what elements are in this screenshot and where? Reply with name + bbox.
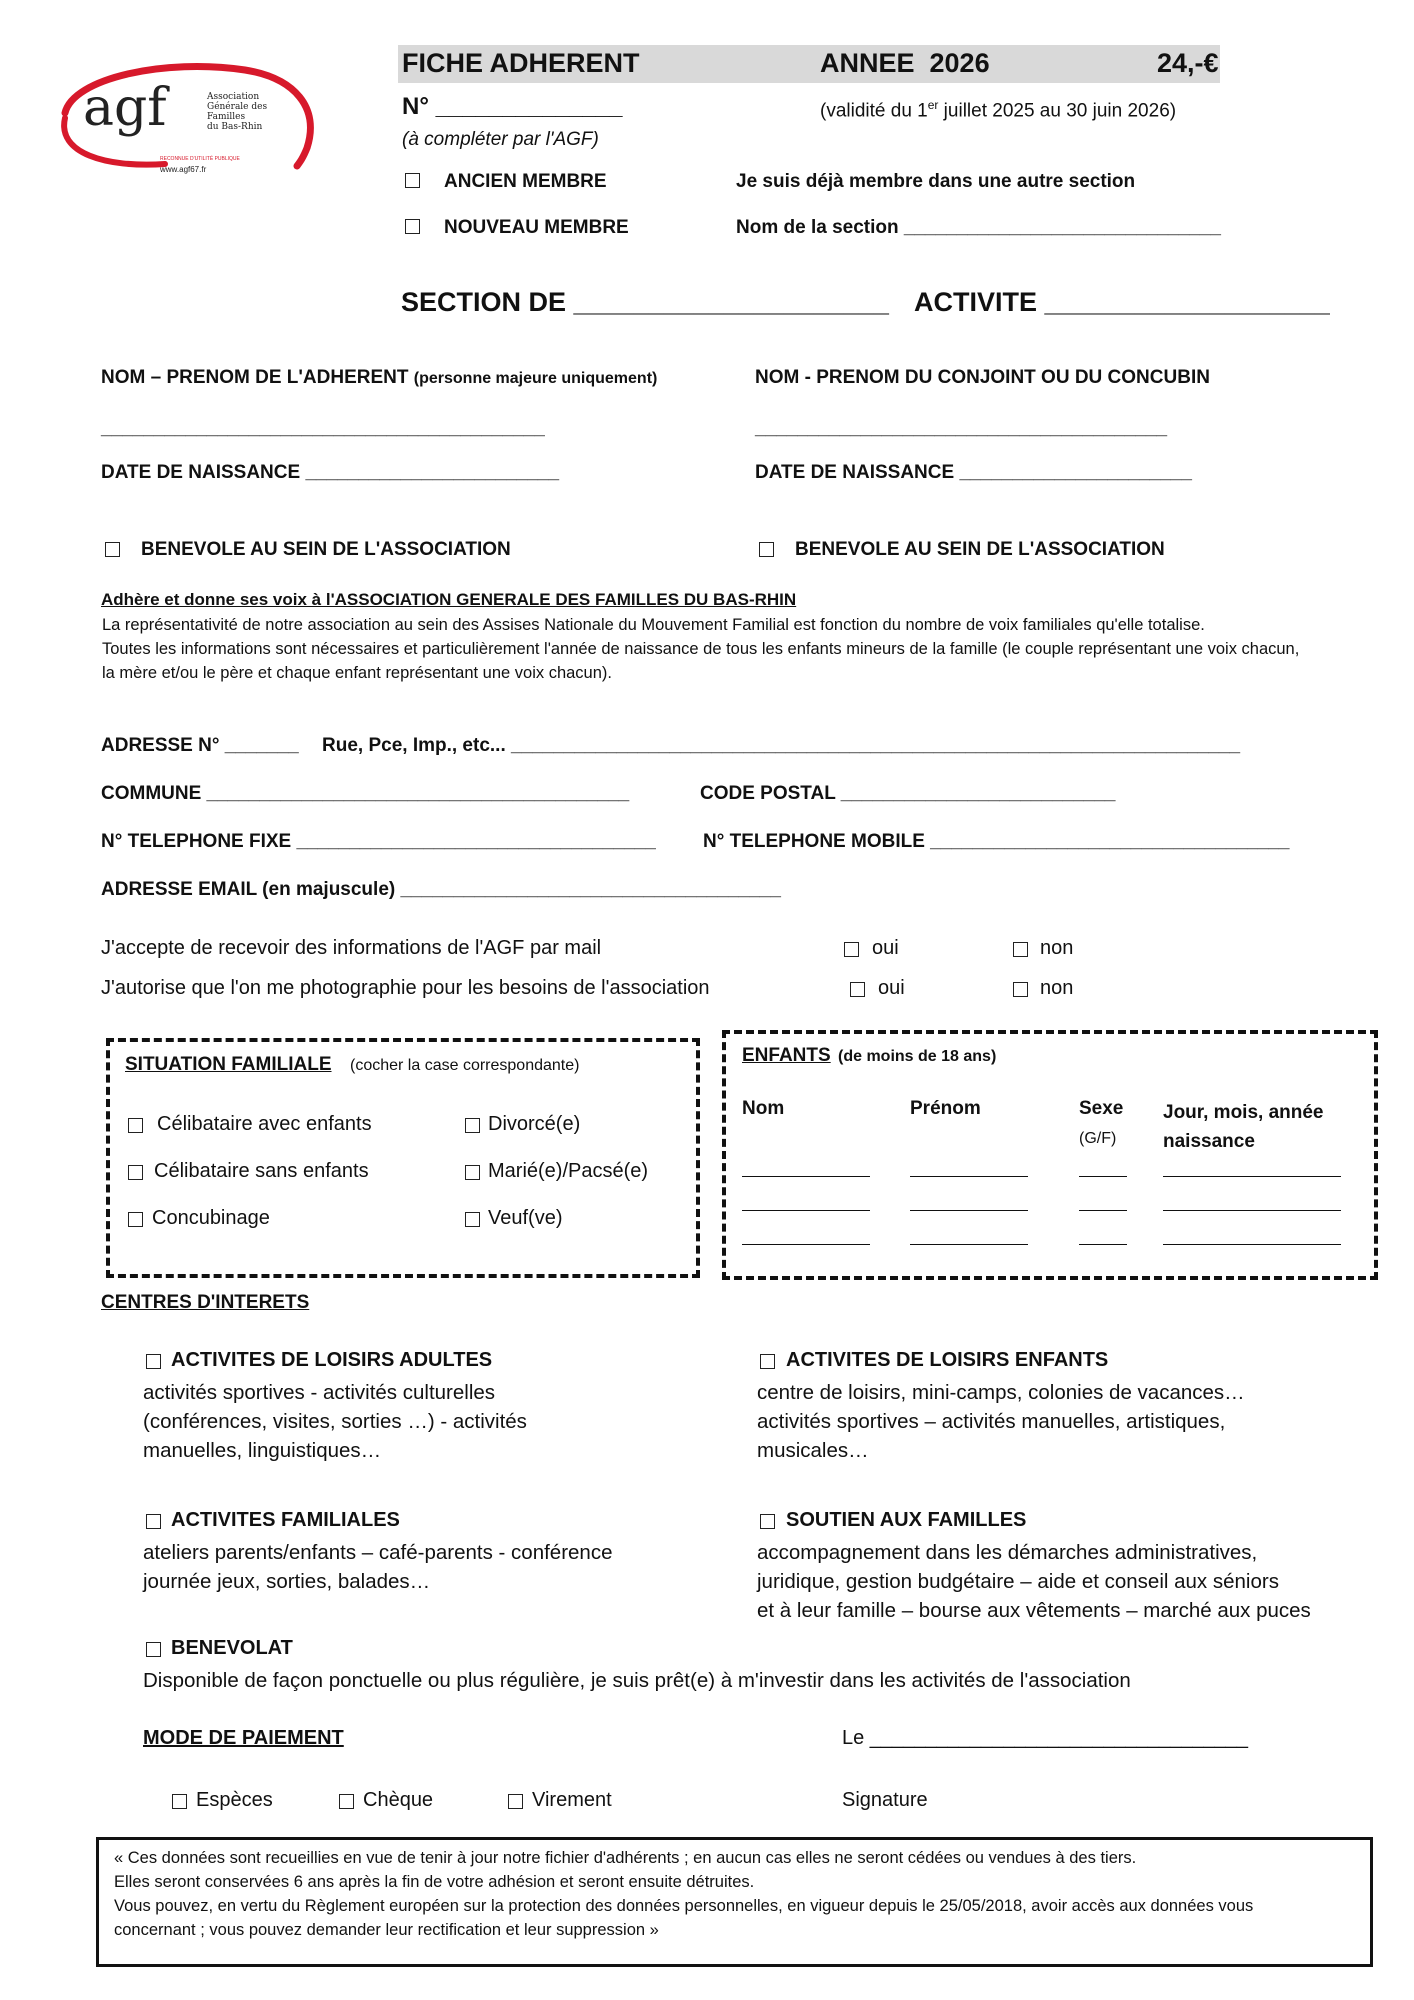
- volunteering-checkbox[interactable]: [146, 1642, 161, 1657]
- postal-code-field[interactable]: CODE POSTAL __________________________: [700, 783, 1116, 804]
- interests-heading: CENTRES D'INTERETS: [101, 1292, 310, 1313]
- transfer-checkbox[interactable]: [508, 1794, 523, 1809]
- consent-mail-no-checkbox[interactable]: [1013, 942, 1028, 957]
- form-title: FICHE ADHERENT: [402, 48, 640, 78]
- logo-line-3: Familles: [207, 112, 246, 122]
- new-member-label: NOUVEAU MEMBRE: [444, 217, 629, 238]
- divorced-checkbox[interactable]: [465, 1118, 480, 1133]
- phone-field[interactable]: N° TELEPHONE FIXE __________________________________: [101, 831, 656, 852]
- email-field[interactable]: ADRESSE EMAIL (en majuscule) ____________________________________: [101, 879, 781, 900]
- kids-leisure-description: centre de loisirs, mini-camps, colonies de vacances… activités sportives – activités manuelles, artistiques, musicales…: [757, 1381, 1245, 1462]
- price: 24,-€: [1157, 48, 1219, 78]
- adult-leisure-description: activités sportives - activités culturelles (conférences, visites, sorties …) - activités manuelles, linguistiques…: [143, 1381, 527, 1462]
- child-2-name-field[interactable]: [742, 1210, 870, 1211]
- consent-photo-no-checkbox[interactable]: [1013, 982, 1028, 997]
- child-3-sex-field[interactable]: [1079, 1244, 1127, 1245]
- consent-mail-no-label: non: [1040, 937, 1074, 959]
- adherent-birth-field[interactable]: DATE DE NAISSANCE ________________________: [101, 462, 560, 483]
- adult-leisure-checkbox[interactable]: [146, 1354, 161, 1369]
- widowed-label: Veuf(ve): [488, 1207, 563, 1229]
- adherent-volunteer-label: BENEVOLE AU SEIN DE L'ASSOCIATION: [141, 539, 511, 560]
- new-member-checkbox[interactable]: [405, 219, 420, 234]
- child-3-firstname-field[interactable]: [910, 1244, 1028, 1245]
- family-activities-description: ateliers parents/enfants – café-parents - conférence journée jeux, sorties, balades…: [143, 1541, 613, 1593]
- consent-mail-yes-label: oui: [872, 937, 899, 959]
- adherent-volunteer-checkbox[interactable]: [105, 542, 120, 557]
- cohabitation-checkbox[interactable]: [128, 1212, 143, 1227]
- check-checkbox[interactable]: [339, 1794, 354, 1809]
- gdpr-notice: « Ces données sont recueillies en vue de tenir à jour notre fichier d'adhérents ; en aucun cas elles ne seront cédées ou vendues à des tiers. Elles seront conservées 6 ans après la fin de votre adhésion et seront ensuite détruites. Vous pouvez, en vertu du Règlement européen sur la protection des données personnelles, en vigueur depuis le 25/05/2018, avoir accès aux données vous concernant ; vous pouvez demander leur rectification et leur suppression »: [114, 1849, 1254, 1939]
- year-label: ANNEE 2026: [820, 48, 990, 78]
- divorced-label: Divorcé(e): [488, 1113, 581, 1135]
- logo-url: www.agf67.fr: [160, 165, 207, 174]
- member-number-field[interactable]: N° ______________: [402, 93, 623, 120]
- volunteering-title: BENEVOLAT: [171, 1637, 293, 1659]
- family-support-description: accompagnement dans les démarches administratives, juridique, gestion budgétaire – aide et conseil aux séniors et à leur famille – bourse aux vêtements – marché aux puces: [757, 1541, 1311, 1622]
- logo-line-1: Association: [207, 92, 260, 102]
- single-without-children-checkbox[interactable]: [128, 1165, 143, 1180]
- spouse-name-label: NOM - PRENOM DU CONJOINT OU DU CONCUBIN: [755, 367, 1210, 388]
- adhesion-text: La représentativité de notre association au sein des Assises Nationale du Mouvement Familial est fonction du nombre de voix familiales qu'elle totalise. Toutes les informations sont nécessaires et particulièrement l'année de naissance de tous les enfants mineurs de la famille (le couple représentant une voix chacun, la mère et/ou le père et chaque enfant représentant une voix chacun).: [102, 616, 1300, 682]
- adherent-name-label: NOM – PRENOM DE L'ADHERENT (personne majeure uniquement): [101, 367, 658, 388]
- adherent-name-field[interactable]: __________________________________________: [101, 418, 545, 439]
- spouse-birth-field[interactable]: DATE DE NAISSANCE ______________________: [755, 462, 1192, 483]
- logo-tagline: RECONNUE D'UTILITÉ PUBLIQUE: [160, 156, 240, 162]
- child-3-name-field[interactable]: [742, 1244, 870, 1245]
- cash-checkbox[interactable]: [172, 1794, 187, 1809]
- child-1-firstname-field[interactable]: [910, 1176, 1028, 1177]
- logo-line-4: du Bas-Rhin: [207, 122, 263, 132]
- consent-mail-question: J'accepte de recevoir des informations de l'AGF par mail: [101, 937, 602, 959]
- agf-logo: [45, 58, 325, 183]
- spouse-name-field[interactable]: _______________________________________: [755, 418, 1168, 439]
- consent-photo-question: J'autorise que l'on me photographie pour les besoins de l'association: [101, 977, 710, 999]
- children-col-firstname: Prénom: [910, 1098, 981, 1119]
- family-situation-heading: SITUATION FAMILIALE: [125, 1054, 332, 1075]
- commune-field[interactable]: COMMUNE ________________________________________: [101, 783, 630, 804]
- children-col-sex: Sexe: [1079, 1098, 1124, 1119]
- old-member-label: ANCIEN MEMBRE: [444, 171, 607, 192]
- section-name-field[interactable]: Nom de la section ______________________________: [736, 217, 1221, 238]
- kids-leisure-checkbox[interactable]: [760, 1354, 775, 1369]
- address-number-field[interactable]: ADRESSE N° _______: [101, 735, 299, 756]
- street-field[interactable]: Rue, Pce, Imp., etc... _____________________________________________________________________: [322, 735, 1241, 756]
- single-with-children-label: Célibataire avec enfants: [157, 1113, 372, 1135]
- single-without-children-label: Célibataire sans enfants: [154, 1160, 369, 1182]
- payment-heading: MODE DE PAIEMENT: [143, 1727, 344, 1749]
- married-label: Marié(e)/Pacsé(e): [488, 1160, 649, 1182]
- children-col-name: Nom: [742, 1098, 785, 1119]
- logo-brand: agf: [83, 78, 167, 138]
- child-1-sex-field[interactable]: [1079, 1176, 1127, 1177]
- family-activities-title: ACTIVITES FAMILIALES: [171, 1509, 400, 1531]
- married-checkbox[interactable]: [465, 1165, 480, 1180]
- volunteering-description: Disponible de façon ponctuelle ou plus régulière, je suis prêt(e) à m'investir dans les activités de l'association: [143, 1669, 1131, 1692]
- child-3-birth-field[interactable]: [1163, 1244, 1341, 1245]
- family-situation-hint: (cocher la case correspondante): [350, 1057, 580, 1074]
- children-col-birth: Jour, mois, année naissance: [1163, 1102, 1324, 1152]
- to-complete-note: (à compléter par l'AGF): [402, 129, 599, 150]
- children-hint: (de moins de 18 ans): [838, 1048, 997, 1065]
- date-field[interactable]: Le __________________________________: [842, 1727, 1248, 1749]
- widowed-checkbox[interactable]: [465, 1212, 480, 1227]
- child-2-sex-field[interactable]: [1079, 1210, 1127, 1211]
- children-col-sex-hint: (G/F): [1079, 1130, 1117, 1147]
- child-1-name-field[interactable]: [742, 1176, 870, 1177]
- cohabitation-label: Concubinage: [152, 1207, 270, 1229]
- child-2-birth-field[interactable]: [1163, 1210, 1341, 1211]
- old-member-checkbox[interactable]: [405, 173, 420, 188]
- children-heading: ENFANTS: [742, 1045, 831, 1066]
- other-section-label: Je suis déjà membre dans une autre section: [736, 171, 1136, 192]
- consent-mail-yes-checkbox[interactable]: [844, 942, 859, 957]
- child-2-firstname-field[interactable]: [910, 1210, 1028, 1211]
- check-label: Chèque: [363, 1789, 434, 1811]
- child-1-birth-field[interactable]: [1163, 1176, 1341, 1177]
- cash-label: Espèces: [196, 1789, 273, 1811]
- consent-photo-no-label: non: [1040, 977, 1074, 999]
- activity-field[interactable]: ACTIVITE ___________________: [914, 287, 1330, 317]
- section-field[interactable]: SECTION DE _____________________: [401, 287, 889, 317]
- mobile-field[interactable]: N° TELEPHONE MOBILE __________________________________: [703, 831, 1290, 852]
- consent-photo-yes-label: oui: [878, 977, 905, 999]
- kids-leisure-title: ACTIVITES DE LOISIRS ENFANTS: [786, 1349, 1109, 1371]
- signature-label: Signature: [842, 1789, 928, 1811]
- spouse-volunteer-checkbox[interactable]: [759, 542, 774, 557]
- spouse-volunteer-label: BENEVOLE AU SEIN DE L'ASSOCIATION: [795, 539, 1165, 560]
- adult-leisure-title: ACTIVITES DE LOISIRS ADULTES: [171, 1349, 493, 1371]
- family-support-title: SOUTIEN AUX FAMILLES: [786, 1509, 1027, 1531]
- family-support-checkbox[interactable]: [760, 1514, 775, 1529]
- family-activities-checkbox[interactable]: [146, 1514, 161, 1529]
- transfer-label: Virement: [532, 1789, 612, 1811]
- validity-note: (validité du 1er juillet 2025 au 30 juin 2026): [820, 98, 1177, 122]
- single-with-children-checkbox[interactable]: [128, 1118, 143, 1133]
- adhesion-heading: Adhère et donne ses voix à l'ASSOCIATION GENERALE DES FAMILLES DU BAS-RHIN: [101, 590, 797, 609]
- logo-line-2: Générale des: [207, 102, 268, 112]
- consent-photo-yes-checkbox[interactable]: [850, 982, 865, 997]
